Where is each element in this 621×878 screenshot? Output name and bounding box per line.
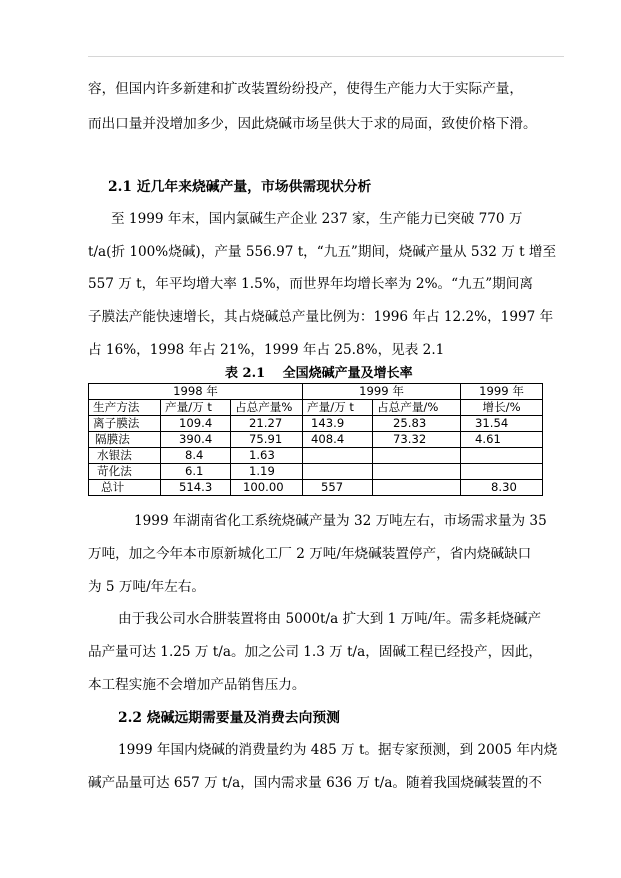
table-cell: 21.27: [231, 416, 303, 432]
table-cell: 75.91: [231, 432, 303, 448]
table-cell: 隔膜法: [89, 432, 161, 448]
group-header-1998: 1998 年: [89, 384, 303, 400]
table-cell: [373, 448, 461, 464]
group-header-1999: 1999 年: [303, 384, 461, 400]
table-cell: 水银法: [89, 448, 161, 464]
paragraph-line: 本工程实施不会增加产品销售压力。: [88, 677, 306, 693]
column-header: 增长/%: [461, 400, 543, 416]
table-cell: 514.3: [161, 480, 231, 496]
table-cell: 4.61: [461, 432, 543, 448]
table-header-row: [89, 400, 543, 416]
paragraph-line: 为 5 万吨/年左右。: [88, 579, 206, 595]
table-row: [89, 448, 543, 464]
table-cell: 109.4: [161, 416, 231, 432]
column-header: 占总产量/%: [373, 400, 461, 416]
production-table: [88, 383, 543, 496]
table-cell: 25.83: [373, 416, 461, 432]
column-header: 生产方法: [89, 400, 161, 416]
table-cell: 8.4: [161, 448, 231, 464]
table-row: [89, 416, 543, 432]
paragraph-line: 碱产品量可达 657 万 t/a，国内需求量 636 万 t/a。随着我国烧碱装置的不: [88, 775, 542, 791]
paragraph-line: t/a(折 100%烧碱)，产量 556.97 t，“九五”期间，烧碱产量从 532 万 t 增至: [88, 244, 557, 260]
group-header-1999-growth: 1999 年: [461, 384, 543, 400]
paragraph-line: 557 万 t，年平均增大率 1.5%，而世界年均增长率为 2%。“九五”期间离: [88, 276, 533, 292]
table-cell: 390.4: [161, 432, 231, 448]
table-row: [89, 480, 543, 496]
column-header: 产量/万 t: [303, 400, 373, 416]
paragraph-line: 品产量可达 1.25 万 t/a。加之公司 1.3 万 t/a，固碱工程已经投产，因此，: [88, 644, 542, 660]
paragraph-line: 至 1999 年末，国内氯碱生产企业 237 家，生产能力已突破 770 万: [111, 211, 523, 227]
table-cell: 31.54: [461, 416, 543, 432]
table-cell: 100.00: [231, 480, 303, 496]
table-cell: 408.4: [303, 432, 373, 448]
table-cell: [373, 464, 461, 480]
column-header: 占总产量%: [231, 400, 303, 416]
section-heading-2-1: 2.1 近几年来烧碱产量，市场供需现状分析: [108, 179, 372, 195]
paragraph-line: 1999 年湖南省化工系统烧碱产量为 32 万吨左右，市场需求量为 35: [134, 513, 547, 529]
table-cell: [303, 464, 373, 480]
table-cell: 1.19: [231, 464, 303, 480]
column-header: 产量/万 t: [161, 400, 231, 416]
table-cell: [373, 480, 461, 496]
table-cell: 1.63: [231, 448, 303, 464]
paragraph-line: 而出口量并没增加多少，因此烧碱市场呈供大于求的局面，致使价格下滑。: [88, 116, 537, 132]
header-rule: [88, 56, 564, 57]
table-cell: 8.30: [461, 480, 543, 496]
table-caption: 表 2.1 全国烧碱产量及增长率: [225, 366, 413, 381]
table-cell: 143.9: [303, 416, 373, 432]
paragraph-line: 由于我公司水合肼装置将由 5000t/a 扩大到 1 万吨/年。需多耗烧碱产: [118, 611, 542, 627]
paragraph-line: 占 16%，1998 年占 21%，1999 年占 25.8%，见表 2.1: [88, 342, 445, 358]
table-cell: 6.1: [161, 464, 231, 480]
table-cell: [461, 464, 543, 480]
paragraph-line: 1999 年国内烧碱的消费量约为 485 万 t。据专家预测，到 2005 年内烧: [118, 742, 558, 758]
table-group-header-row: [89, 384, 543, 400]
paragraph-line: 容，但国内许多新建和扩改装置纷纷投产，使得生产能力大于实际产量，: [88, 81, 523, 97]
paragraph-line: 子膜法产能快速增长，其占烧碱总产量比例为：1996 年占 12.2%，1997 年: [88, 309, 554, 325]
table-cell: 离子膜法: [89, 416, 161, 432]
table-cell: 557: [303, 480, 373, 496]
table-cell: 总计: [89, 480, 161, 496]
section-heading-2-2: 2.2 烧碱远期需要量及消费去向预测: [118, 710, 340, 726]
table-row: [89, 464, 543, 480]
table-cell: 苛化法: [89, 464, 161, 480]
paragraph-line: 万吨，加之今年本市原新城化工厂 2 万吨/年烧碱装置停产，省内烧碱缺口: [88, 546, 532, 562]
table-row: [89, 432, 543, 448]
table-cell: [461, 448, 543, 464]
table-cell: [303, 448, 373, 464]
table-cell: 73.32: [373, 432, 461, 448]
